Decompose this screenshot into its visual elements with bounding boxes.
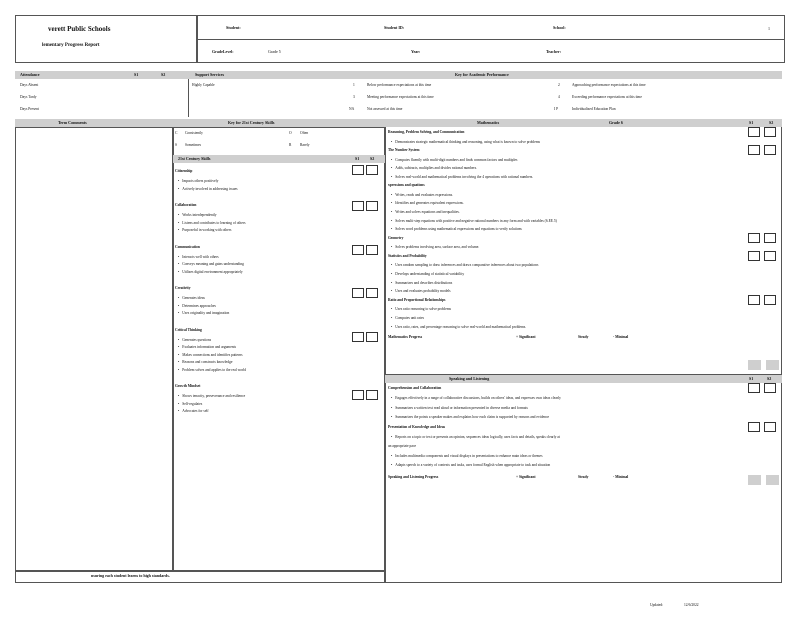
skill-grade-s1[interactable] — [352, 245, 364, 255]
key21-code-o: O — [289, 131, 292, 135]
math-list — [388, 130, 733, 340]
math-standard: • Demonstrates strategic mathematical thinking and reasoning, using what is known to solve problems — [388, 140, 733, 149]
skills-title: 21st Century Skills — [178, 155, 211, 161]
header-right-box — [197, 15, 785, 63]
speaking-standard: • Summarizes a written text read aloud or information presented in diverse media and formats — [388, 406, 738, 416]
comments-footer — [15, 571, 385, 583]
math-standard: • Uses and evaluates probability models — [388, 289, 733, 298]
speaking-grade-s1[interactable] — [748, 383, 760, 393]
math-progress-row — [388, 335, 748, 343]
math-grade-boxes — [748, 128, 782, 376]
skill-group-name: Critical Thinking — [175, 327, 202, 332]
key-code-4: 4 — [558, 95, 560, 99]
speaking-list — [388, 386, 738, 479]
skill-group-name: Collaboration — [175, 203, 197, 207]
math-section-head: Geometry — [388, 235, 404, 240]
skill-group-spacer — [175, 375, 350, 382]
speaking-standard: • Reports on a topic or text or presents an opinion, sequences ideas logically, uses facts and details, speaks clearly at — [388, 435, 738, 445]
math-progress-steady: Steady — [578, 335, 589, 340]
key-text-ip: Individualized Education Plan — [572, 107, 616, 111]
skills-list — [175, 167, 350, 424]
skill-grade-s1[interactable] — [352, 390, 364, 400]
speaking-standard: • Engages effectively in a range of collaborative discussions, builds on others' ideas, and expresses own ideas clearly — [388, 396, 738, 406]
attendance-row-absent: Days Absent — [20, 83, 39, 87]
speaking-grade-s2[interactable] — [764, 383, 776, 393]
skill-grade-s2[interactable] — [366, 165, 378, 175]
key-code-na: NA — [349, 107, 355, 111]
updated-date: 12/6/2022 — [684, 603, 699, 607]
updated-label: Updated: — [650, 603, 664, 607]
key-21st-title: Key for 21st Century Skills — [228, 119, 275, 125]
key21-code-s: S — [175, 143, 177, 147]
math-grade: Grade 6 — [609, 119, 623, 125]
speaking-progress-row — [388, 475, 748, 483]
key-text-1: Below performance expectations at this time — [367, 83, 432, 87]
year-label: Year: — [411, 49, 421, 54]
key21-text-s: Sometimes — [185, 143, 201, 147]
key-21st-items — [175, 131, 385, 153]
speaking-section-head: Presentation of Knowledge and Ideas — [388, 424, 446, 429]
page-number: 1 — [768, 26, 770, 31]
key-text-2: Approaching performance expectations at this time — [572, 83, 646, 87]
skill-item: • Works interdependently — [175, 213, 350, 221]
key-code-2: 2 — [558, 83, 560, 87]
math-standard: • Computes unit rates — [388, 316, 733, 325]
skill-group-spacer — [175, 277, 350, 284]
top-info-bar — [15, 71, 782, 79]
math-standard: • Solves word problems using mathematical expressions and equations to verify solutions — [388, 227, 733, 236]
math-standard: • Uses ratio reasoning to solve problems — [388, 307, 733, 316]
skill-item: • Actively involved in addressing issues — [175, 187, 350, 195]
skill-item: • Makes connections and identifies patterns — [175, 353, 350, 361]
key-text-na: Not assessed at this time — [367, 107, 403, 111]
math-progress-s1 — [748, 360, 761, 370]
math-standard: • Develops understanding of statistical variability — [388, 272, 733, 281]
attendance-s2: S2 — [161, 71, 166, 77]
math-standard: • Uses random sampling to draw inferences and draws comparative inferences about two populations — [388, 263, 733, 272]
math-standard: • Identifies and generates equivalent expressions. — [388, 201, 733, 210]
math-standard: • Writes, reads and evaluates expressions. — [388, 193, 733, 202]
teacher-label: Teacher: — [546, 49, 561, 54]
skill-item: • Utilizes digital environment appropriately — [175, 270, 350, 278]
attendance-title: Attendance — [20, 71, 40, 77]
speaking-standard: • Adapts speech to a variety of contexts and tasks, uses formal English when appropriate to task and situation — [388, 463, 738, 473]
skill-grade-s1[interactable] — [352, 201, 364, 211]
skill-item: • Generates questions — [175, 338, 350, 346]
header-left-box — [15, 15, 197, 63]
math-grade-s2[interactable] — [764, 233, 776, 243]
key21-text-c: Consistently — [185, 131, 203, 135]
math-section-head: Ratio and Proportional Relationships — [388, 297, 446, 302]
math-grade-s1[interactable] — [748, 145, 760, 155]
skill-grade-s2[interactable] — [366, 201, 378, 211]
math-section-head: The Number System — [388, 148, 420, 153]
school-label: School: — [553, 25, 566, 30]
math-section-head: Reasoning, Problem Solving, and Communication — [388, 130, 465, 134]
skill-group-name: Creativity — [175, 286, 191, 290]
key-academic-title: Key for Academic Performance — [455, 71, 509, 77]
skill-item: • Evaluates information and arguments — [175, 345, 350, 353]
math-standard: • Solves problems involving area, surface area, and volume. — [388, 245, 733, 254]
math-section-head: xpressions and quations — [388, 183, 425, 188]
skill-item: • Interacts well with others — [175, 255, 350, 263]
skill-group-name: Communication — [175, 244, 200, 249]
key-text-3: Meeting performance expectations at this time — [367, 95, 434, 99]
speaking-progress-min: - Minimal — [613, 474, 629, 479]
attendance-rows — [20, 83, 180, 119]
math-grade-s2[interactable] — [764, 127, 776, 137]
comments-area[interactable] — [15, 127, 173, 571]
math-grade-s1[interactable] — [748, 295, 760, 305]
math-grade-s2[interactable] — [764, 295, 776, 305]
skill-item: • Listens and contributes to learning of others — [175, 221, 350, 229]
support-services-value: Highly Capable — [192, 83, 215, 87]
skill-item: • Purposeful in working with others — [175, 228, 350, 236]
math-progress-sig: + Significant — [516, 335, 536, 340]
skill-grade-s2[interactable] — [366, 245, 378, 255]
comments-footer-text: nsuring each student learns to high standards. — [91, 573, 170, 578]
skill-grade-s1[interactable] — [352, 332, 364, 342]
speaking-section-head: Comprehension and Collaboration — [388, 386, 442, 390]
skill-item: • Self-regulates — [175, 402, 350, 410]
key-code-ip: I P — [554, 107, 559, 111]
skill-grade-s2[interactable] — [366, 332, 378, 342]
skill-item: • Problem solves and applies to the real world — [175, 368, 350, 376]
math-progress-s2 — [766, 360, 779, 370]
math-grade-s2[interactable] — [764, 145, 776, 155]
skills-s1: S1 — [355, 155, 360, 161]
skill-group-spacer — [175, 236, 350, 243]
skill-item: • Conveys meaning and gains understanding — [175, 262, 350, 270]
math-section-head: Statistics and Probability — [388, 253, 427, 258]
skill-item: • Impacts others positively — [175, 179, 350, 187]
speaking-progress-steady: Steady — [578, 474, 589, 479]
speaking-progress-s2 — [766, 475, 779, 485]
math-progress-min: - Minimal — [613, 335, 629, 340]
skill-item: • Advocates for self — [175, 409, 350, 417]
math-standard: • Writes and solves equations and inequalities. — [388, 210, 733, 219]
speaking-grade-s1[interactable] — [748, 422, 760, 432]
key-code-1: 1 — [353, 83, 355, 87]
skill-group-spacer — [175, 417, 350, 424]
skill-item: • Uses originality and imagination — [175, 311, 350, 319]
skill-group-spacer — [175, 319, 350, 326]
speaking-progress-s1 — [748, 475, 761, 485]
skill-grade-s2[interactable] — [366, 288, 378, 298]
key-code-3: 3 — [353, 95, 355, 99]
student-id-label: Student ID: — [384, 25, 405, 30]
header-divider — [198, 39, 784, 40]
student-label: Student: — [226, 25, 241, 30]
skill-grade-s1[interactable] — [352, 288, 364, 298]
math-standard: • Solves multi-step equations with positive and negative rational numbers in any form and with variables (6.EE.5) — [388, 219, 733, 228]
skill-group-name: Citizenship — [175, 169, 193, 173]
attendance-row-tardy: Days Tardy — [20, 95, 37, 99]
math-progress-label: Mathematics Progress — [388, 335, 423, 340]
skill-group-name: Growth Mindset — [175, 384, 201, 388]
attendance-s1: S1 — [134, 71, 139, 77]
attendance-divider — [188, 79, 189, 117]
speaking-header-bar — [385, 375, 782, 383]
skill-item: • Reasons and constructs knowledge — [175, 360, 350, 368]
speaking-grade-s2[interactable] — [764, 422, 776, 432]
math-s1: S1 — [749, 119, 754, 125]
attendance-row-present: Days Present — [20, 107, 39, 111]
skill-item: • Determines approaches — [175, 304, 350, 312]
math-standard: • Computes fluently with multi-digit numbers and finds common factors and multiples — [388, 158, 733, 167]
skills-header-bar — [173, 155, 385, 163]
speaking-progress-label: Speaking and Listening Progress — [388, 474, 439, 479]
term-comments-title: Term Comments — [58, 119, 87, 125]
math-s2: S2 — [769, 119, 774, 125]
skills-s2: S2 — [370, 155, 375, 161]
speaking-title: Speaking and Listening — [449, 375, 490, 381]
skills-grade-boxes — [352, 165, 384, 405]
speaking-s2: S2 — [767, 375, 772, 381]
key21-text-o: Often — [300, 131, 309, 135]
grade-level-value: Grade 5 — [268, 49, 281, 54]
math-standard: • Summarizes and describes distributions — [388, 281, 733, 290]
grade-level-label: GradeLevel: — [212, 49, 234, 54]
math-grade-s2[interactable] — [764, 251, 776, 261]
math-standard: • Adds, subtracts, multiplies and divides rational numbers. — [388, 166, 733, 175]
math-title: Mathematics — [477, 119, 500, 125]
speaking-standard: • Includes multimedia components and visual displays in presentations to enhance main ideas or themes — [388, 454, 738, 464]
skill-item: • Shows tenacity, perseverance and resilience — [175, 394, 350, 402]
math-grade-s1[interactable] — [748, 127, 760, 137]
report-title: lementary Progress Report — [42, 43, 100, 48]
math-standard: • Uses ratio, rates, and percentage reasoning to solve real-world and mathematical problems. — [388, 325, 733, 334]
skill-grade-s2[interactable] — [366, 390, 378, 400]
speaking-progress-sig: + Significant — [516, 474, 536, 479]
key21-text-r: Rarely — [300, 143, 310, 147]
math-standard: • Solves real-world and mathematical problems involving the 4 operations with rational numbers. — [388, 175, 733, 184]
support-services-title: Support Services — [195, 71, 224, 77]
key-academic-right — [550, 83, 780, 119]
speaking-s1: S1 — [749, 375, 754, 381]
key21-code-r: R — [289, 143, 292, 147]
speaking-standard: • Summarizes the points a speaker makes and explains how each claim is supported by reasons and evidence — [388, 415, 738, 425]
math-grade-s1[interactable] — [748, 233, 760, 243]
skill-grade-s1[interactable] — [352, 165, 364, 175]
skill-group-spacer — [175, 194, 350, 201]
speaking-standard: an appropriate pace — [388, 444, 417, 448]
skill-item: • Generates ideas — [175, 296, 350, 304]
key-academic-left — [345, 83, 545, 119]
speaking-grade-boxes — [748, 384, 782, 494]
school-name: verett Public Schools — [48, 25, 111, 33]
math-grade-s1[interactable] — [748, 251, 760, 261]
column-header-bar — [15, 119, 782, 127]
key21-code-c: C — [175, 131, 178, 135]
key-text-4: Exceeding performance expectations at this time — [572, 95, 642, 99]
